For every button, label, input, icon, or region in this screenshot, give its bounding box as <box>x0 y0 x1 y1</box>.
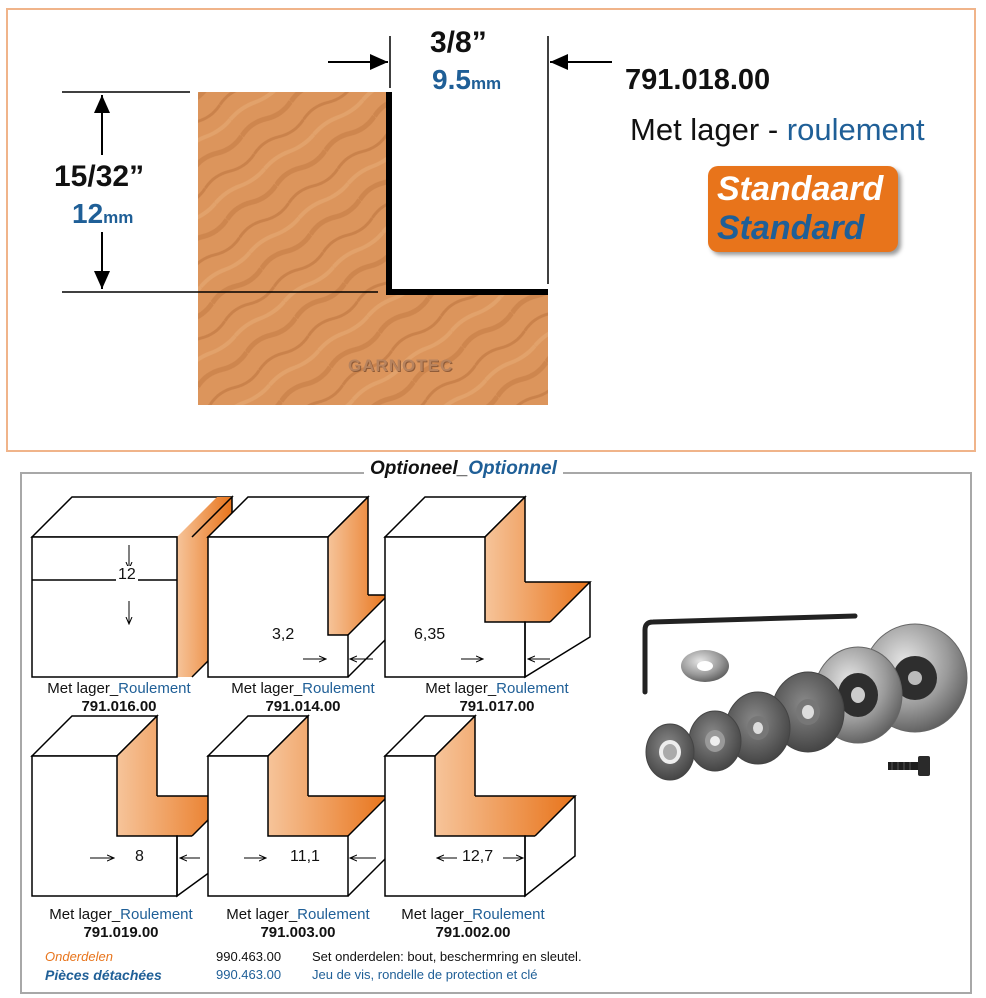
badge-line-fr: Standard <box>717 209 865 247</box>
standard-badge <box>708 166 898 252</box>
product-code: 791.018.00 <box>625 64 771 96</box>
badge-line-nl: Standaard <box>717 170 884 208</box>
profile-code: 791.003.00 <box>260 924 336 941</box>
profile-code: 791.002.00 <box>435 924 511 941</box>
profile-791-002 <box>385 716 575 896</box>
profile-caption: Met lager_Roulement <box>47 680 191 697</box>
profile-caption: Met lager_Roulement <box>49 906 193 923</box>
spare-parts-label-fr: Pièces détachées <box>45 967 162 983</box>
bearing-title: Met lager - roulement <box>630 112 925 147</box>
width-mm-label: 9.5mm <box>432 64 502 95</box>
profile-code: 791.017.00 <box>459 698 535 715</box>
bearings-illustration <box>600 600 980 800</box>
profile-791-017 <box>385 497 590 677</box>
spare-parts-label-nl: Onderdelen <box>45 949 113 964</box>
profile-dim-label: 12,7 <box>462 848 494 865</box>
spare-parts-desc-fr: Jeu de vis, rondelle de protection et clé <box>312 967 538 982</box>
profile-791-016 <box>32 497 232 677</box>
profile-caption: Met lager_Roulement <box>401 906 545 923</box>
profile-code: 791.016.00 <box>81 698 157 715</box>
profile-code: 791.014.00 <box>265 698 341 715</box>
profile-caption: Met lager_Roulement <box>226 906 370 923</box>
width-inch-label: 3/8” <box>430 26 487 59</box>
profile-791-019 <box>32 716 232 896</box>
cut-outline <box>389 92 548 292</box>
profile-dim-label: 11,1 <box>290 848 320 865</box>
optional-title: Optioneel_Optionnel <box>364 458 563 480</box>
profile-dim-label: 6,35 <box>414 626 446 643</box>
profile-791-014 <box>208 497 388 677</box>
watermark: GARNOTEC <box>348 356 454 375</box>
spare-parts-code-nl: 990.463.00 <box>216 949 282 964</box>
profile-791-003 <box>208 716 388 896</box>
height-mm-label: 12mm <box>72 198 134 229</box>
profile-caption: Met lager_Roulement <box>231 680 375 697</box>
profile-code: 791.019.00 <box>83 924 159 941</box>
height-inch-label: 15/32” <box>54 160 145 193</box>
profile-dim-label: 12 <box>118 566 136 583</box>
profile-caption: Met lager_Roulement <box>425 680 569 697</box>
spare-parts-code-fr: 990.463.00 <box>216 967 282 982</box>
profile-dim-label: 8 <box>135 848 144 865</box>
profile-dim-label: 3,2 <box>272 626 295 643</box>
screw-icon <box>888 756 930 776</box>
spare-parts-desc-nl: Set onderdelen: bout, beschermring en sleutel. <box>312 949 582 964</box>
